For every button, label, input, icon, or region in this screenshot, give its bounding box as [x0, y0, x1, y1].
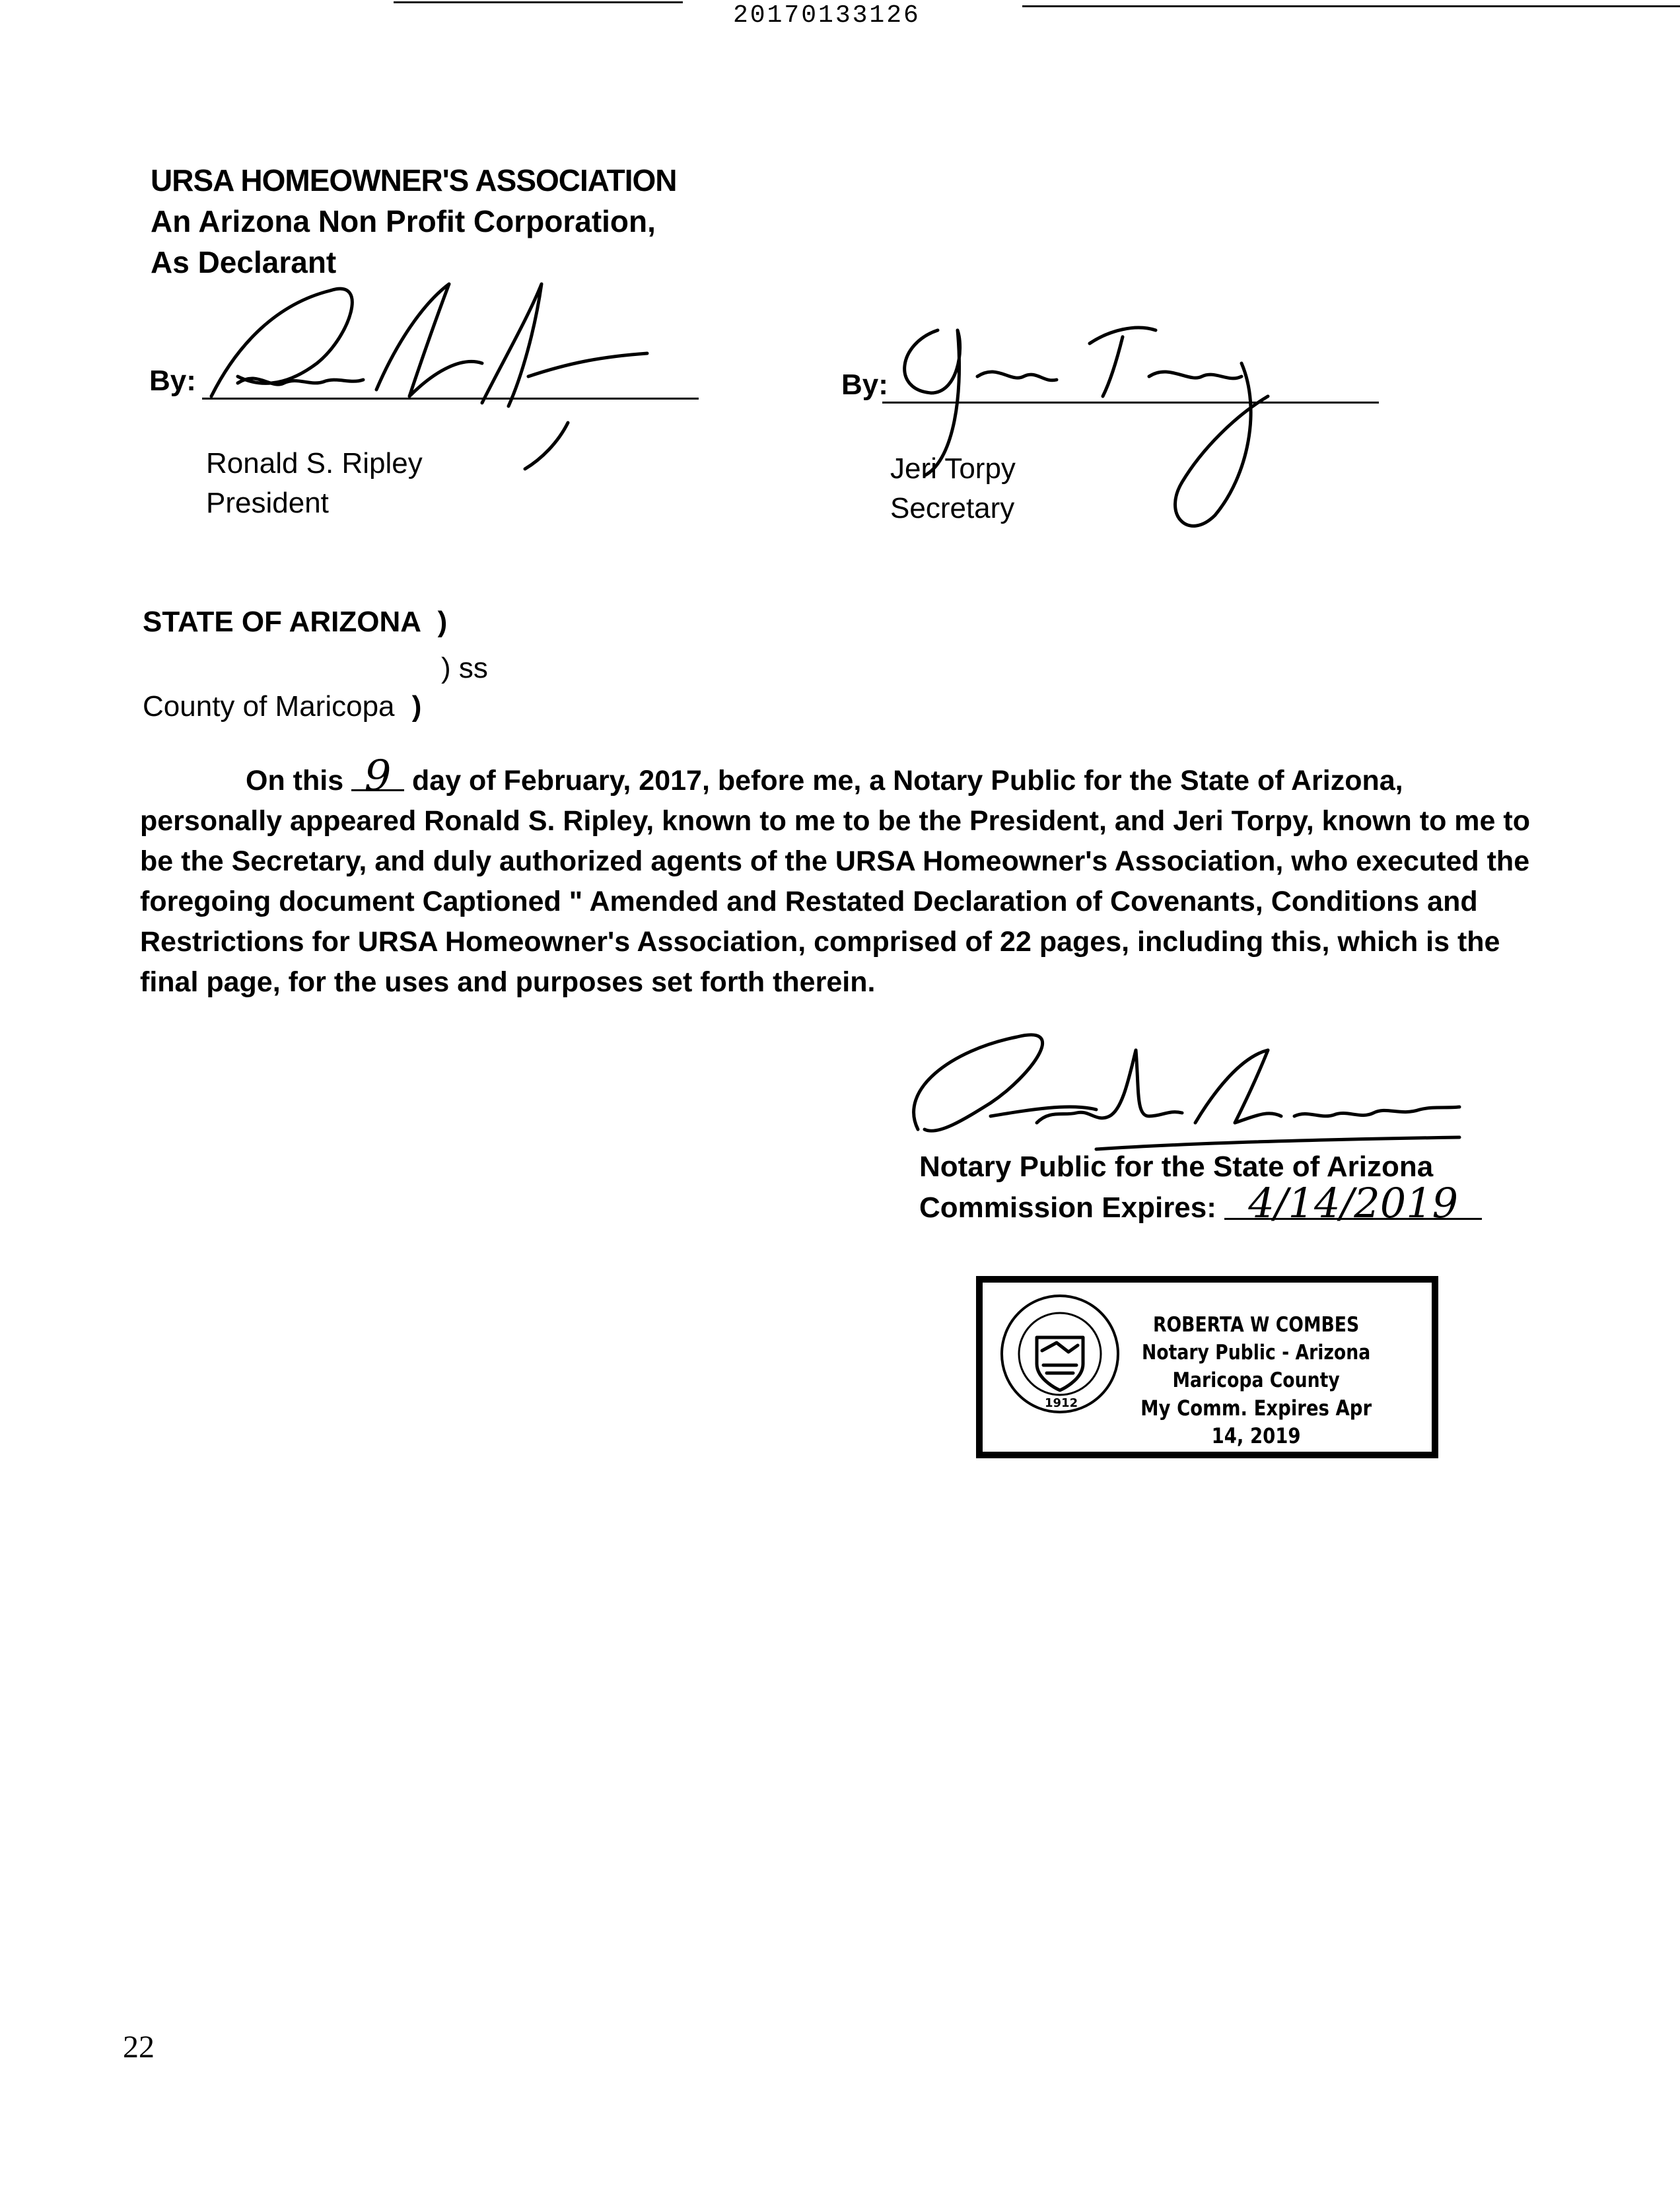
by-label-president: By:: [149, 365, 196, 397]
association-name: URSA HOMEOWNER'S ASSOCIATION: [151, 163, 677, 197]
ack-pre-day: On this: [246, 765, 344, 797]
header-rule-left: [394, 1, 683, 3]
commission-expires-fill: 4/14/2019: [1224, 1189, 1482, 1220]
signer-secretary: [890, 449, 1016, 528]
stamp-notary-role: Notary Public - Arizona: [1141, 1341, 1371, 1365]
recording-number: 20170133126: [733, 1, 921, 30]
commission-label: Commission Expires:: [919, 1191, 1216, 1224]
association-type: An Arizona Non Profit Corporation,: [151, 204, 656, 238]
signer-title-president: President: [206, 487, 329, 519]
seal-year: 1912: [1045, 1396, 1078, 1410]
stamp-notary-name: ROBERTA W COMBES: [1152, 1313, 1360, 1337]
venue-county-name: County of Maricopa: [143, 690, 395, 723]
venue-state-name: STATE OF ARIZONA: [143, 606, 421, 638]
signature-notary: [898, 1010, 1466, 1162]
signer-name-ripley: Ronald S. Ripley: [206, 447, 423, 479]
venue-ss: ) ss: [441, 652, 488, 684]
stamp-expiration: My Comm. Expires Apr 14, 2019: [1140, 1396, 1372, 1448]
signer-title-secretary: Secretary: [890, 492, 1015, 524]
header-rule-right: [1022, 5, 1680, 7]
notary-block: [919, 1147, 1482, 1228]
stamp-county: Maricopa County: [1172, 1368, 1340, 1392]
commission-line: [919, 1179, 1482, 1228]
by-label-secretary: By:: [841, 369, 888, 401]
association-role: As Declarant: [151, 245, 337, 279]
ack-day-fill: 9: [351, 763, 404, 791]
stamp-text: [1123, 1311, 1389, 1450]
signer-president: [206, 444, 423, 523]
notary-title: Notary Public for the State of Arizona: [919, 1151, 1434, 1183]
venue-paren-2: ): [411, 690, 422, 723]
page-number: 22: [123, 2030, 155, 2065]
ack-body: day of February, 2017, before me, a Notary Public for the State of Arizona, personally appeared Ronald S. Ripley, known to me to be the President, and Jeri Torpy, known to me to be the Secretary, and duly authorized agents of the URSA Homeowner's Association, who executed the foregoing document Captioned " Amended and Restated Declaration of Covenants, Conditions and Restrictions for URSA Homeowner's Association, comprised of 22 pages, including this, which is the final page, for the uses and purposes set forth therein.: [140, 765, 1530, 998]
venue-county: [143, 687, 421, 727]
venue-paren-1: ): [437, 606, 448, 638]
acknowledgment-paragraph: [140, 752, 1533, 1003]
venue-state: [143, 602, 447, 642]
signer-name-torpy: Jeri Torpy: [890, 452, 1016, 485]
